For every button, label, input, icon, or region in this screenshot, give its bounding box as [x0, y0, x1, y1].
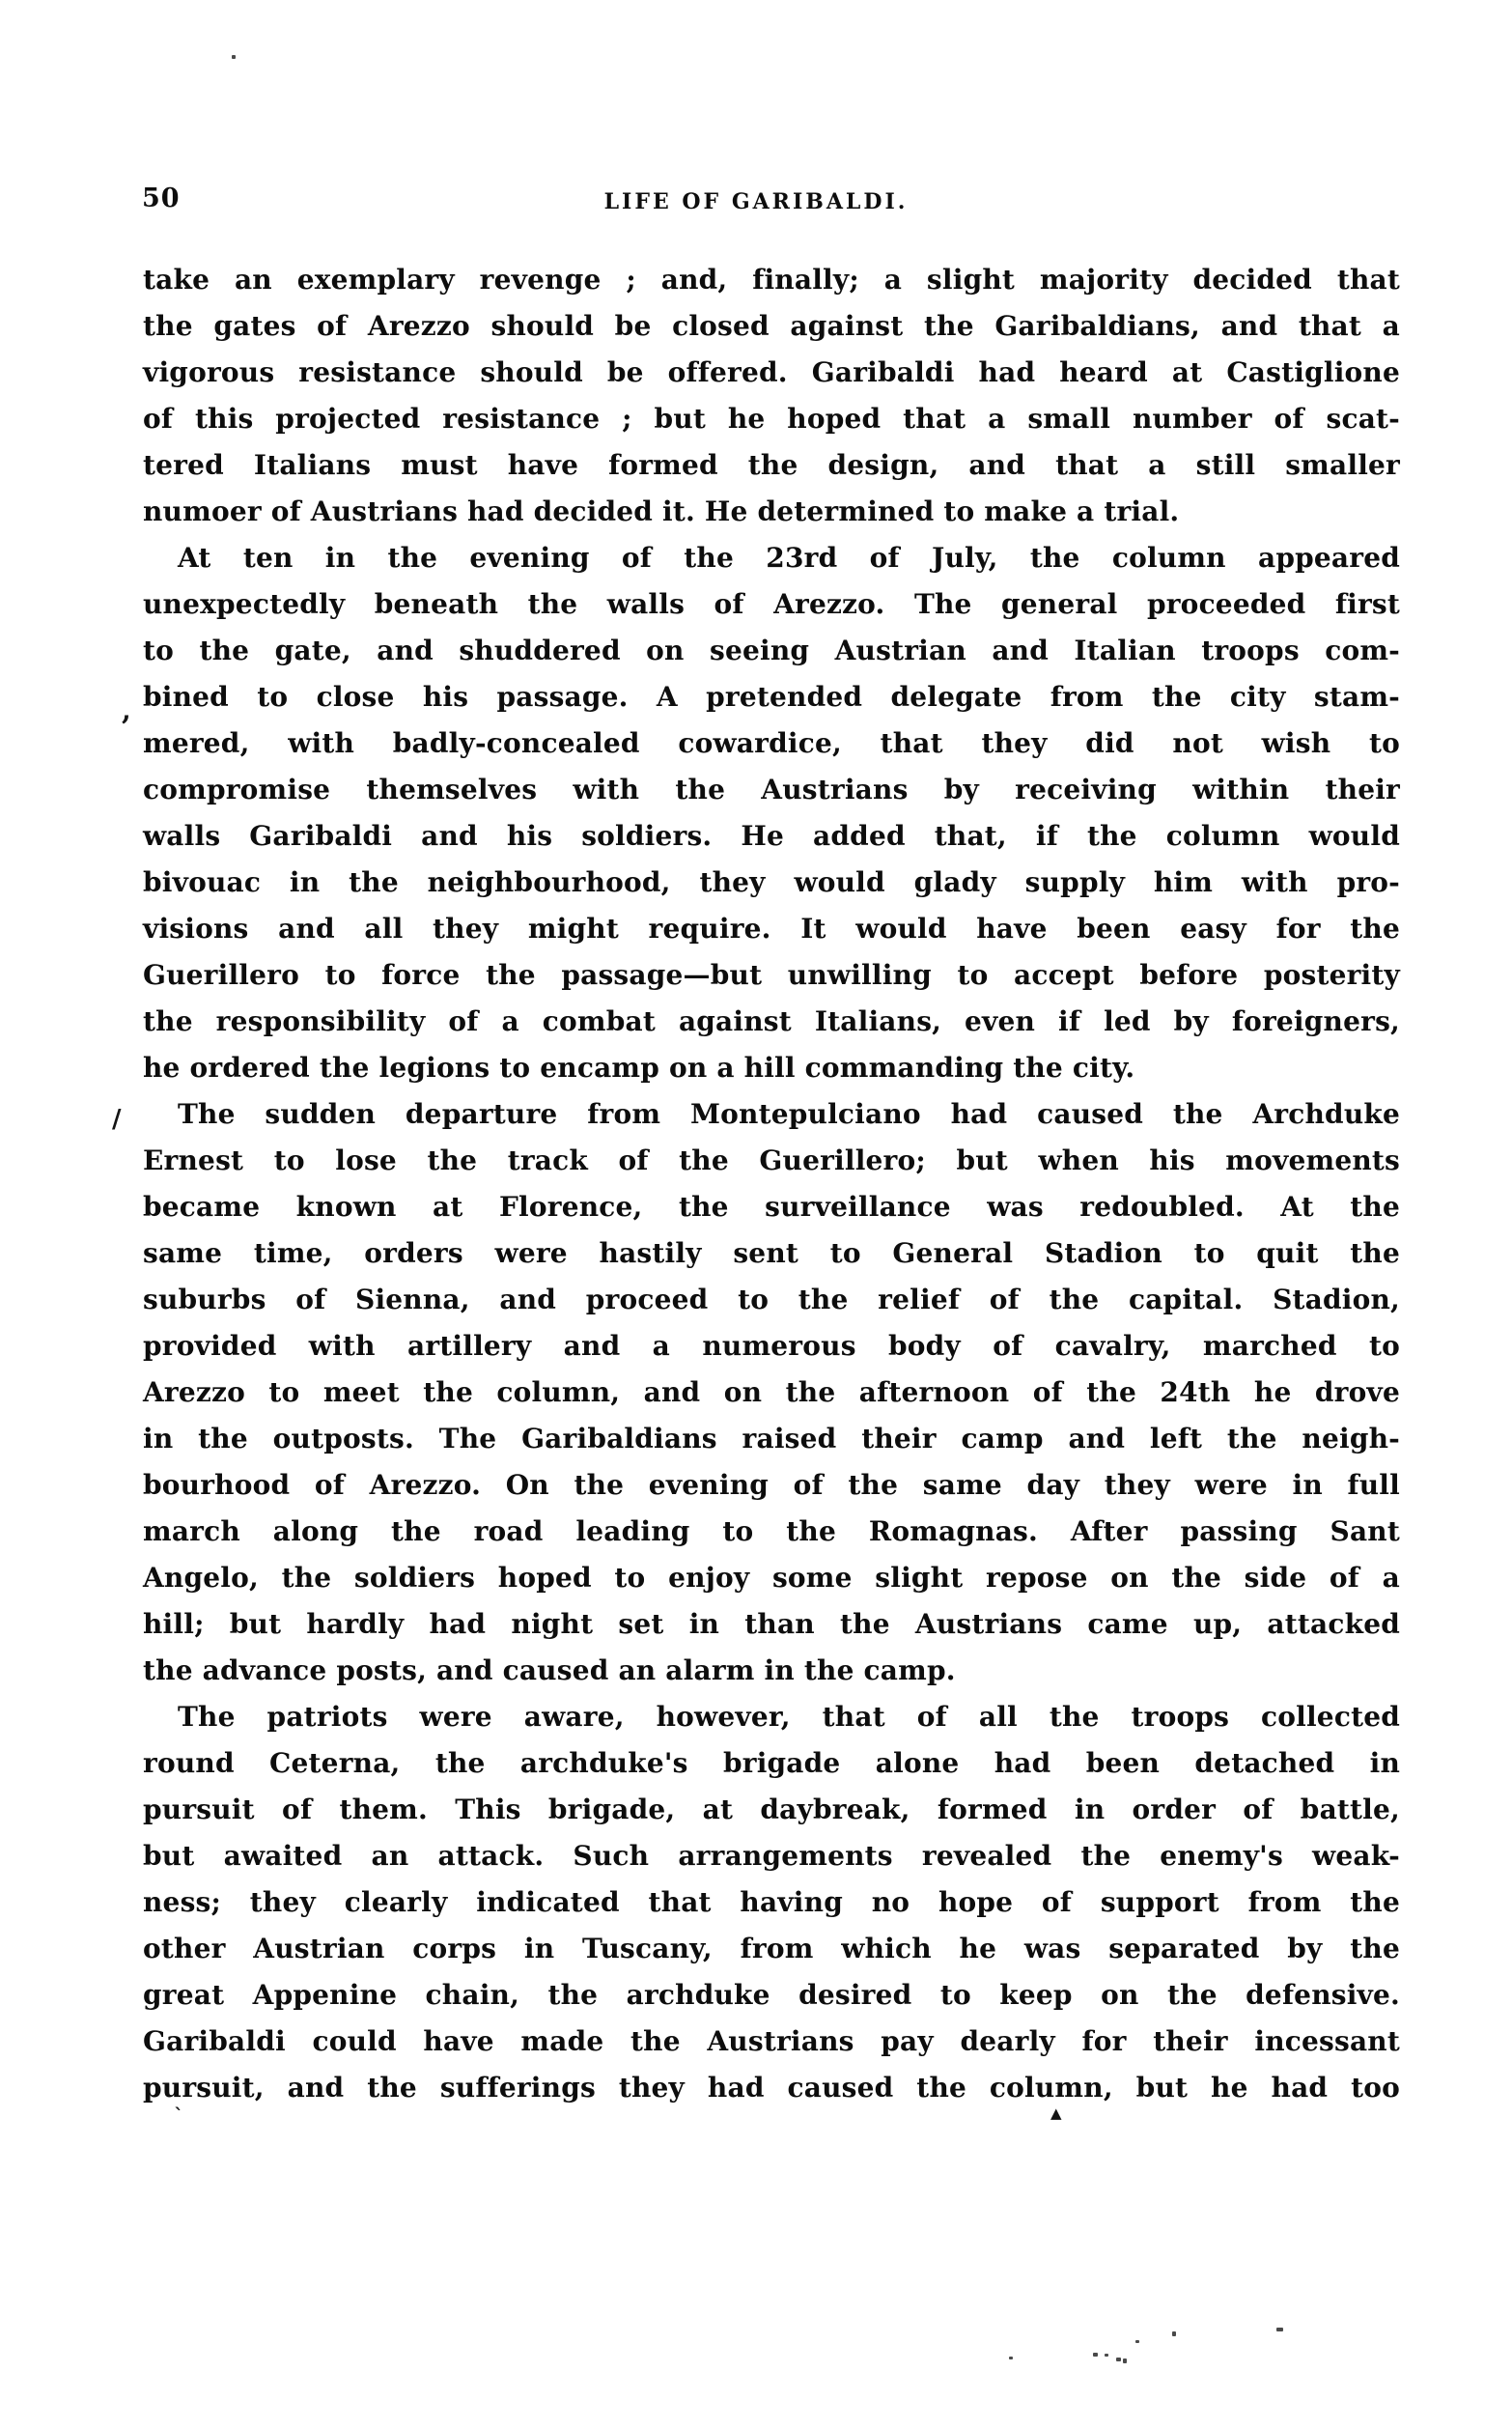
page-number: 50	[142, 184, 181, 213]
scan-speck	[1105, 2354, 1108, 2357]
scan-speck	[1276, 2328, 1283, 2331]
text-line: tered Italians must have formed the design, and that a still smaller	[143, 449, 1400, 481]
text-line: provided with artillery and a numerous body of cavalry, marched to	[143, 1330, 1400, 1362]
ink-mark: `	[174, 2104, 183, 2127]
text-line: Angelo, the soldiers hoped to enjoy some slight repose on the side of a	[143, 1562, 1400, 1594]
ink-mark: ▲	[1050, 2104, 1062, 2122]
text-line: walls Garibaldi and his soldiers. He added that, if the column would	[143, 820, 1400, 852]
text-line: visions and all they might require. It would have been easy for the	[143, 913, 1400, 945]
text-line: other Austrian corps in Tuscany, from which he was separated by the	[143, 1933, 1400, 1964]
text-line: take an exemplary revenge ; and, finally; a slight majority decided that	[143, 264, 1400, 296]
ink-mark: /	[112, 1105, 122, 1134]
text-line: The sudden departure from Montepulciano had caused the Archduke	[178, 1098, 1400, 1130]
paragraph	[143, 1091, 1400, 1694]
text-line: of this projected resistance ; but he hoped that a small number of scat-	[143, 403, 1400, 435]
text-line: same time, orders were hastily sent to General Stadion to quit the	[143, 1237, 1400, 1269]
text-line: he ordered the legions to encamp on a hill commanding the city.	[143, 1052, 1135, 1084]
text-line: vigorous resistance should be offered. Garibaldi had heard at Castiglione	[143, 356, 1400, 388]
text-line: became known at Florence, the surveillance was redoubled. At the	[143, 1191, 1400, 1223]
text-line: march along the road leading to the Romagnas. After passing Sant	[143, 1515, 1400, 1547]
text-block	[143, 257, 1400, 2111]
text-line: bined to close his passage. A pretended delegate from the city stam-	[143, 681, 1400, 713]
text-line: the gates of Arezzo should be closed against the Garibaldians, and that a	[143, 310, 1400, 342]
text-line: the advance posts, and caused an alarm in the camp.	[143, 1654, 956, 1686]
text-line: suburbs of Sienna, and proceed to the relief of the capital. Stadion,	[143, 1284, 1400, 1315]
scan-speck	[1135, 2340, 1139, 2343]
scan-speck	[1009, 2357, 1013, 2359]
text-line: the responsibility of a combat against Italians, even if led by foreigners,	[143, 1005, 1400, 1037]
text-line: Guerillero to force the passage—but unwilling to accept before posterity	[143, 959, 1400, 991]
text-line: pursuit, and the sufferings they had caused the column, but he had too	[143, 2072, 1400, 2104]
text-line: in the outposts. The Garibaldians raised their camp and left the neigh-	[143, 1423, 1400, 1455]
text-line: Arezzo to meet the column, and on the afternoon of the 24th he drove	[143, 1376, 1400, 1408]
scan-speck	[1123, 2358, 1127, 2363]
text-line: The patriots were aware, however, that of all the troops collected	[178, 1701, 1400, 1733]
text-line: numoer of Austrians had decided it. He determined to make a trial.	[143, 495, 1180, 527]
text-line: bivouac in the neighbourhood, they would glady supply him with pro-	[143, 866, 1400, 898]
text-line: round Ceterna, the archduke's brigade alone had been detached in	[143, 1747, 1400, 1779]
text-line: but awaited an attack. Such arrangements revealed the enemy's weak-	[143, 1840, 1400, 1872]
text-line: bourhood of Arezzo. On the evening of the same day they were in full	[143, 1469, 1400, 1501]
text-line: mered, with badly-concealed cowardice, that they did not wish to	[143, 727, 1400, 759]
running-header-title: LIFE OF GARIBALDI.	[603, 189, 909, 214]
scan-speck	[232, 55, 236, 59]
text-line: to the gate, and shuddered on seeing Austrian and Italian troops com-	[143, 635, 1400, 666]
text-line: ness; they clearly indicated that having no hope of support from the	[143, 1886, 1400, 1918]
text-line: At ten in the evening of the 23rd of July, the column appeared	[178, 542, 1400, 574]
text-line: great Appenine chain, the archduke desired to keep on the defensive.	[143, 1979, 1400, 2011]
text-line: unexpectedly beneath the walls of Arezzo. The general proceeded first	[143, 588, 1400, 620]
text-line: hill; but hardly had night set in than the Austrians came up, attacked	[143, 1608, 1400, 1640]
text-line: Ernest to lose the track of the Guerillero; but when his movements	[143, 1144, 1400, 1176]
paragraph	[143, 1694, 1400, 2111]
text-line: compromise themselves with the Austrians by receiving within their	[143, 774, 1400, 805]
ink-mark: ,	[122, 694, 131, 726]
paragraph	[143, 257, 1400, 535]
paragraph	[143, 535, 1400, 1091]
scan-speck	[1116, 2358, 1121, 2361]
text-line: pursuit of them. This brigade, at daybreak, formed in order of battle,	[143, 1794, 1400, 1825]
text-line: Garibaldi could have made the Austrians pay dearly for their incessant	[143, 2025, 1400, 2057]
scan-speck	[1172, 2331, 1176, 2336]
scan-speck	[1093, 2353, 1098, 2357]
